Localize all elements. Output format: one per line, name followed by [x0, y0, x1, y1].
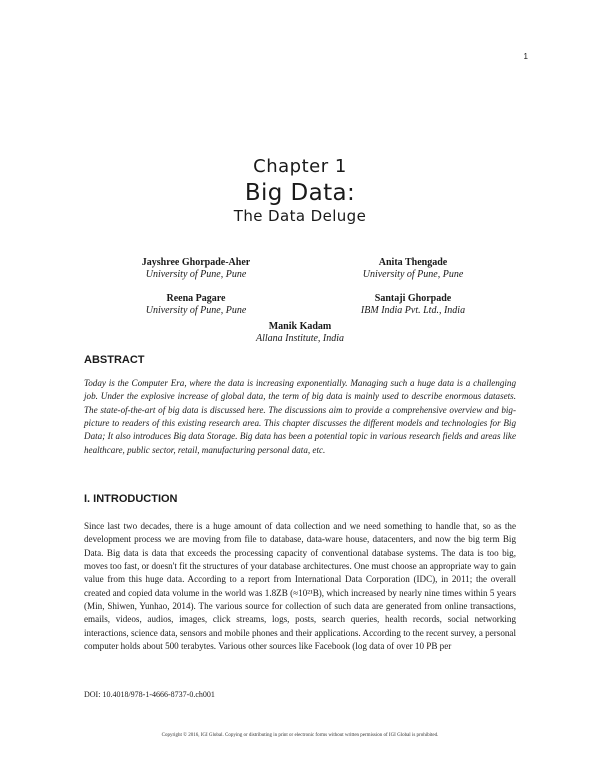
chapter-title: Big Data: — [244, 180, 356, 206]
author-block — [313, 293, 513, 317]
abstract-heading: ABSTRACT — [84, 354, 145, 366]
author-affiliation: University of Pune, Pune — [362, 269, 464, 280]
author-block — [96, 293, 296, 317]
author-name: Anita Thengade — [378, 257, 448, 268]
author-affiliation: University of Pune, Pune — [145, 305, 247, 316]
author-block — [200, 321, 400, 345]
author-name: Santaji Ghorpade — [374, 293, 452, 304]
author-name: Manik Kadam — [268, 321, 332, 332]
author-affiliation: University of Pune, Pune — [145, 269, 247, 280]
author-affiliation: Allana Institute, India — [255, 333, 345, 344]
chapter-label: Chapter 1 — [253, 156, 347, 177]
introduction-text: Since last two decades, there is a huge amount of data collection and we need something to handle that, so as the development process we are moving from file to database, data-ware house, datacenters, and now the big term Big Data. Big data is data that exceeds the processing capacity of conventional database systems. The data is too big, moves too fast, or doesn't fit the structures of your database architectures. One must choose an appropriate way to gain value from this huge data. According to a report from International Data Corporation (IDC), in 2011; the overall created and copied data volume in the world was 1.8ZB (≈10²¹B), which increased by nearly nine times within 5 years (Min, Shiwen, Yunhao, 2014). The various source for collection of such data are generated from online transactions, emails, videos, audios, images, click streams, logs, posts, search queries, health records, social networking interactions, science data, sensors and mobile phones and their applications. According to the recent survey, a personal computer holds about 500 terabytes. Various other sources like Facebook (log data of over 10 PB per — [84, 521, 516, 652]
author-name: Jayshree Ghorpade-Aher — [141, 257, 251, 268]
page-number: 1 — [523, 52, 528, 61]
author-block — [96, 257, 296, 281]
author-block — [313, 257, 513, 281]
author-affiliation: IBM India Pvt. Ltd., India — [360, 305, 466, 316]
chapter-subtitle: The Data Deluge — [233, 207, 367, 225]
copyright-footer: Copyright © 2016, IGI Global. Copying or distributing in print or electronic forms without written permission of IGI Global is prohibited. — [161, 733, 439, 738]
introduction-heading: I. INTRODUCTION — [84, 493, 178, 505]
author-name: Reena Pagare — [166, 293, 226, 304]
doi-text: DOI: 10.4018/978-1-4666-8737-0.ch001 — [84, 690, 215, 699]
abstract-text: Today is the Computer Era, where the data is increasing exponentially. Managing such a huge data is a challenging job. Under the explosive increase of global data, the term of big data is mainly used to describe enormous datasets. The state-of-the-art of big data is discussed here. The discussions aim to provide a comprehensive overview and big-picture to readers of this existing research area. This chapter discusses the different models and technologies for Big Data; It also introduces Big data Storage. Big data has been a potential topic in various research fields and areas like healthcare, public sector, retail, manufacturing personal data, etc. — [84, 378, 516, 455]
